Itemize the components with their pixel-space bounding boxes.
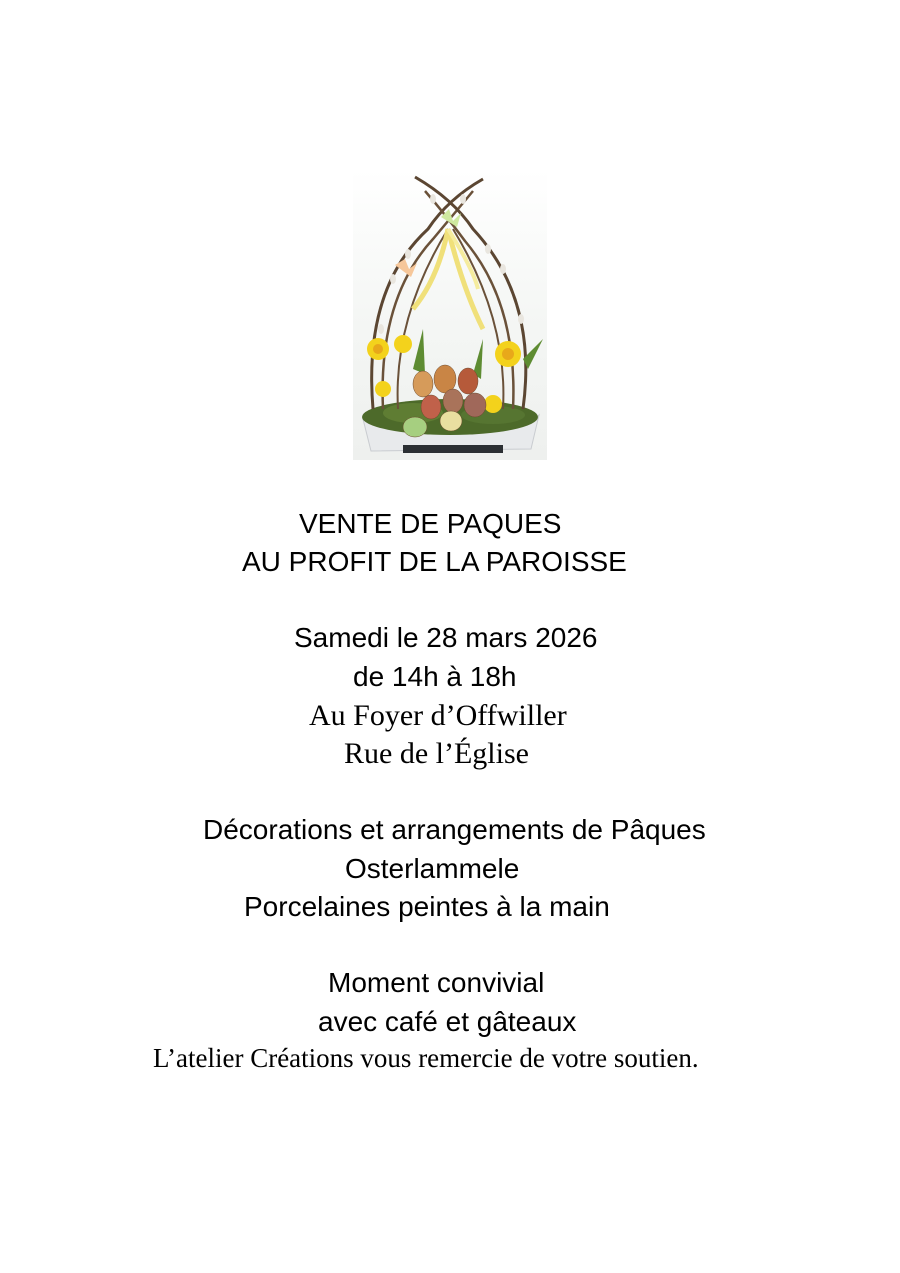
thank-you-note: L’atelier Créations vous remercie de votre soutien. <box>153 1043 699 1073</box>
event-date: Samedi le 28 mars 2026 <box>294 622 598 653</box>
social-moment: Moment convivial <box>328 967 545 998</box>
easter-arrangement-photo <box>353 169 547 460</box>
title-line-2: AU PROFIT DE LA PAROISSE <box>242 546 627 577</box>
event-hours: de 14h à 18h <box>353 661 517 692</box>
offer-porcelain: Porcelaines peintes à la main <box>244 891 610 922</box>
easter-arrangement-icon <box>353 169 547 460</box>
title-line-1: VENTE DE PAQUES <box>299 508 562 539</box>
event-venue: Au Foyer d’Offwiller <box>309 699 567 732</box>
offer-osterlammele: Osterlammele <box>345 853 520 884</box>
social-cafe: avec café et gâteaux <box>318 1006 577 1037</box>
event-street: Rue de l’Église <box>344 737 529 770</box>
offer-decorations: Décorations et arrangements de Pâques <box>203 814 706 845</box>
